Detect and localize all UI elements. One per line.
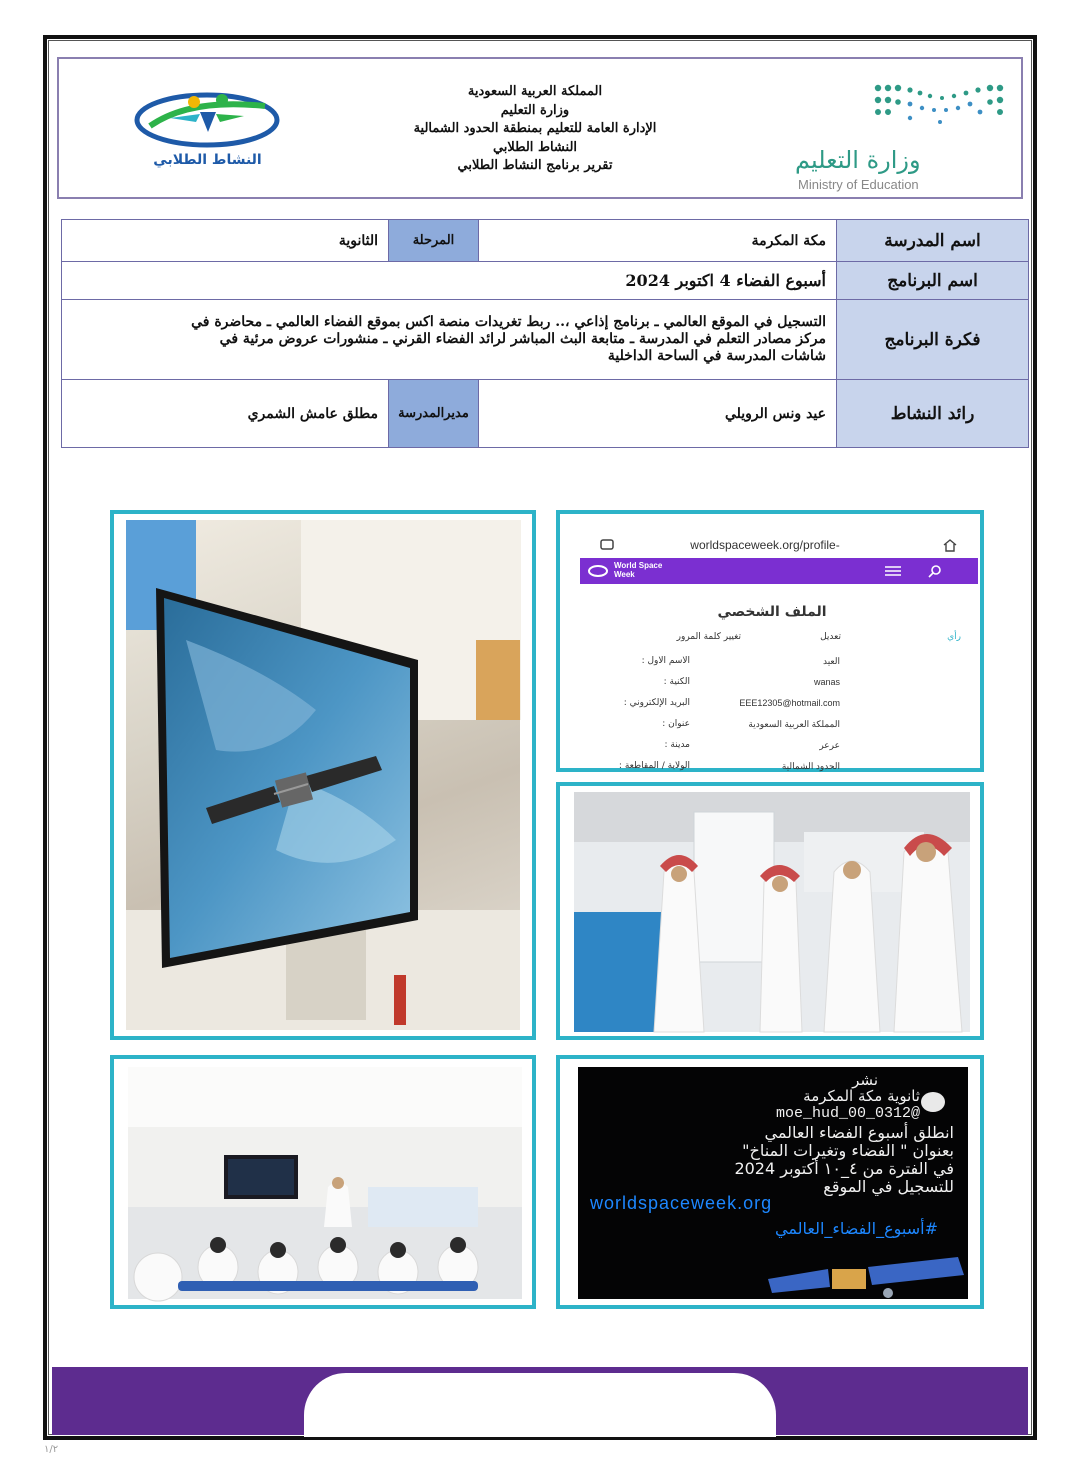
tweet-account-handle: @moe_hud_00_0312 (775, 1105, 920, 1122)
profile-row-key: الاسم الاول : (641, 656, 690, 666)
activity-logo-icon (130, 88, 285, 178)
profile-row-value: EEE12305@hotmail.com (739, 698, 840, 708)
header-line-report-title: تقرير برنامج النشاط الطلابي (457, 158, 613, 173)
wsw-brand (614, 561, 662, 579)
profile-row-value: الحدود الشمالية (781, 761, 840, 771)
tab-icon (600, 539, 614, 550)
lecture-scene (128, 1067, 522, 1299)
profile-tabs (606, 632, 961, 648)
radio-program-image (574, 792, 970, 1032)
wsw-logo-icon (588, 564, 608, 578)
school-name-label: اسم المدرسة (837, 220, 1029, 262)
tweet-website-link[interactable]: worldspaceweek.org (590, 1193, 773, 1213)
home-icon (942, 538, 958, 552)
moe-logo-arabic: وزارة التعليم (795, 146, 921, 174)
tab-change-password[interactable]: تغيير كلمة المرور (676, 632, 741, 642)
profile-row-key: عنوان : (662, 719, 690, 729)
stage-label: المرحلة (389, 220, 479, 262)
profile-row-key: الكنية : (663, 677, 690, 687)
registration-screenshot-image (570, 520, 974, 771)
profile-row-value: العيد (822, 656, 840, 666)
photo-space-screen (110, 510, 536, 1040)
activity-logo-caption: النشاط الطلابي (153, 152, 262, 168)
header-line-directorate: الإدارة العامة للتعليم بمنطقة الحدود الشمالية (413, 121, 657, 136)
tab-edit[interactable]: تعديل (820, 632, 841, 642)
search-icon[interactable] (928, 564, 942, 578)
moe-logo-english: Ministry of Education (798, 177, 919, 192)
profile-row (600, 677, 960, 698)
wsw-brand-line: World Space (614, 561, 663, 570)
tweet-text-line: بعنوان " الفضاء وتغيرات المناخ" (742, 1141, 954, 1160)
profile-row-value: عرعر (819, 740, 840, 750)
program-idea-line: التسجيل في الموقع العالمي ـ برنامج إذاعي ،.. ربط تغريدات منصة اكس بموقع الفضاء العالمي ـ محاضرة في (191, 314, 826, 330)
tweet-hashtag[interactable]: #أسبوع_الفضاء_العالمي (775, 1219, 938, 1238)
profile-row-value: wanas (813, 677, 840, 687)
program-name-label: اسم البرنامج (837, 262, 1029, 300)
profile-row-key: مدينة : (664, 740, 690, 750)
header-line-kingdom: المملكة العربية السعودية (467, 84, 603, 99)
profile-row-key: الولاية / المقاطعة : (618, 761, 690, 771)
phone-screen (570, 520, 974, 771)
lecture-image (128, 1067, 522, 1299)
photo-radio-program (556, 782, 984, 1040)
table-row (62, 380, 1029, 448)
profile-fields (600, 656, 960, 782)
satellite-icon (768, 1257, 968, 1299)
photo-tweet (556, 1055, 984, 1309)
profile-row (600, 740, 960, 761)
moe-logo-icon (790, 80, 1020, 195)
photo-registration-screenshot (556, 510, 984, 772)
program-idea-line: مركز مصادر التعلم في المدرسة ـ متابعة البث المباشر لرائد الفضاء القرني ـ منشورات عروض مرئية في (219, 331, 826, 347)
table-row (62, 300, 1029, 380)
program-name-value: أسبوع الفضاء 4 اكتوبر 2024 (62, 262, 837, 300)
page-number: ١/٢ (44, 1444, 59, 1455)
tab-view[interactable]: رأي (947, 632, 961, 642)
profile-row (600, 719, 960, 740)
table-row (62, 262, 1029, 300)
activity-emblem-graphic (130, 88, 285, 154)
fire-extinguisher (394, 975, 406, 1025)
tweet-text-line: في الفترة من ٤_١٠ أكتوبر 2024 (734, 1159, 954, 1178)
radio-program-scene (574, 792, 970, 1032)
tweet-text-line: للتسجيل في الموقع (823, 1177, 954, 1196)
profile-row-key: البريد الإلكتروني : (623, 698, 690, 708)
header-line-ministry: وزارة التعليم (500, 102, 570, 118)
program-info-table (61, 219, 1029, 448)
profile-row-value: المملكة العربية السعودية (748, 719, 840, 729)
principal-value: مطلق عامش الشمري (62, 380, 389, 448)
wsw-brand-line: Week (614, 570, 635, 579)
school-name-value: مكة المكرمة (479, 220, 837, 262)
profile-row (600, 656, 960, 677)
activity-leader-value: عيد ونس الرويلي (479, 380, 837, 448)
table-row (62, 220, 1029, 262)
tweet-account-name: ثانوية مكة المكرمة (803, 1087, 920, 1105)
principal-label: مديرالمدرسة (389, 380, 479, 448)
photo-space-screen-image (126, 520, 520, 1030)
activity-leader-label: رائد النشاط (837, 380, 1029, 448)
account-avatar-icon (920, 1091, 946, 1113)
tweet-text-line: انطلق أسبوع الفضاء العالمي (764, 1123, 954, 1142)
program-idea-value (62, 300, 837, 380)
program-idea-line: شاشات المدرسة في الساحة الداخلية (607, 348, 826, 364)
menu-icon[interactable] (884, 566, 902, 576)
profile-row (600, 761, 960, 782)
moe-dots-graphic (870, 80, 1010, 132)
tweet-image (578, 1067, 968, 1299)
program-idea-label: فكرة البرنامج (837, 300, 1029, 380)
wsw-site-bar (580, 558, 978, 584)
header-titles (380, 83, 690, 176)
stage-value: الثانوية (62, 220, 389, 262)
browser-url: worldspaceweek.org/profile- (690, 538, 840, 552)
tweet-retweet-label: نشر (852, 1071, 878, 1089)
photo-lecture (110, 1055, 536, 1309)
tv-screen (156, 580, 506, 970)
profile-row (600, 698, 960, 719)
footer-tab (304, 1373, 776, 1437)
profile-title: الملف الشخصي (717, 604, 827, 620)
header-line-department: النشاط الطلابي (492, 139, 578, 155)
